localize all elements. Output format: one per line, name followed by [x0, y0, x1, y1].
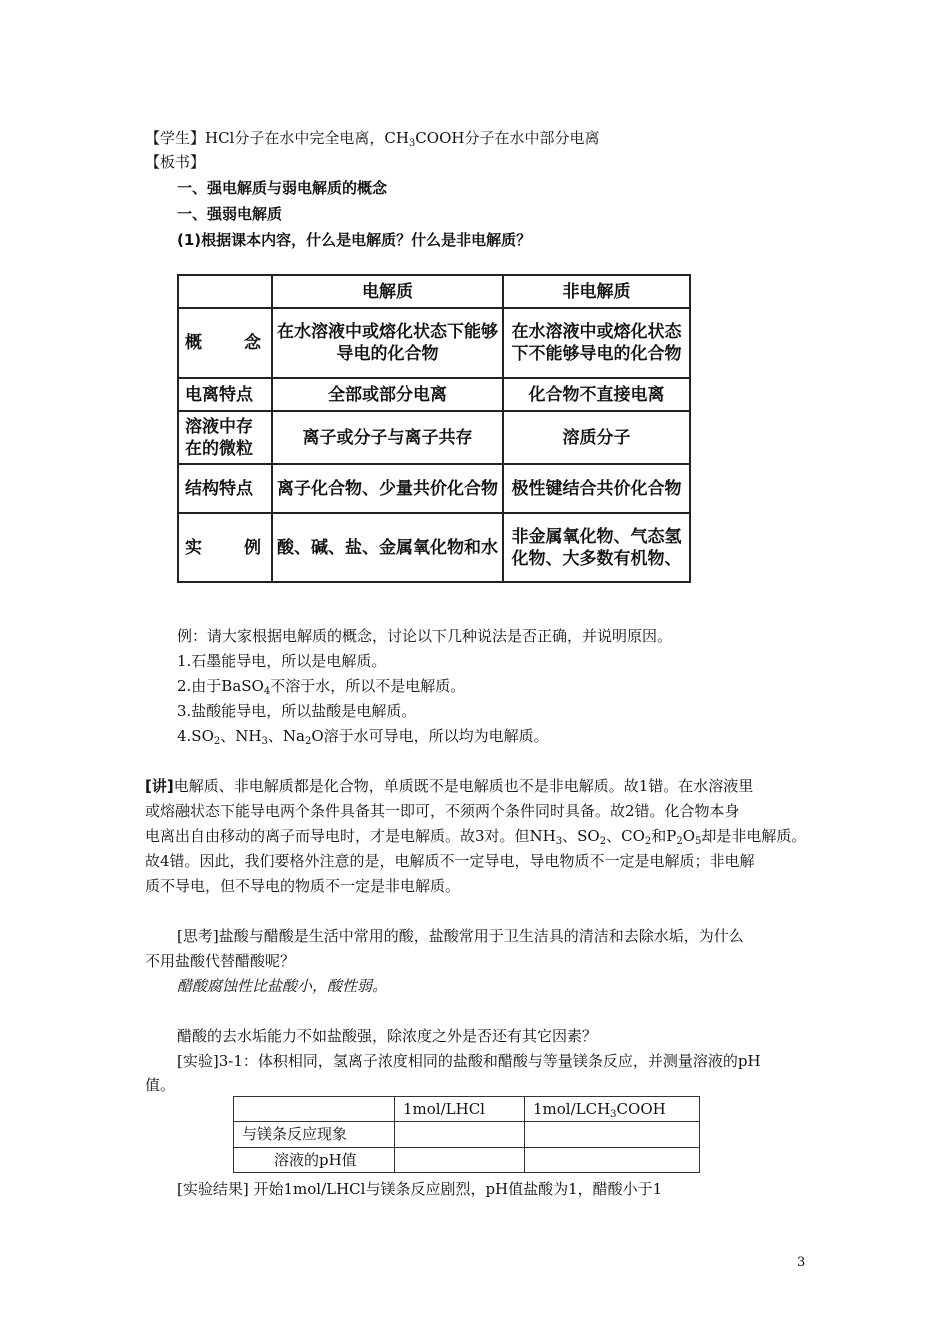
- lecture-line-5: 质不导电，但不导电的物质不一定是非电解质。: [145, 877, 461, 895]
- example-item-1: 1.石墨能导电，所以是电解质。: [177, 652, 387, 670]
- cell-electrolyte-concept: 在水溶液中或熔化状态下能够导电的化合物: [272, 308, 503, 378]
- cell-non-electrolyte-concept: 在水溶液中或熔化状态下不能够导电的化合物: [503, 308, 690, 378]
- row-label-structure: 结构特点: [178, 464, 272, 513]
- experiment-line-2: 值。: [145, 1076, 176, 1094]
- heading-strong-weak-electrolyte: 一、强弱电解质: [177, 205, 283, 223]
- cell-electrolyte-particles: 离子或分子与离子共存: [272, 411, 503, 464]
- page-number: 3: [797, 1255, 806, 1270]
- cell-non-electrolyte-structure: 极性键结合共价化合物: [503, 464, 690, 513]
- exp-cell-ph-hcl: [395, 1147, 525, 1172]
- exp-header-empty: [234, 1097, 395, 1122]
- row-label-concept: 概 念: [178, 308, 272, 378]
- cell-electrolyte-structure: 离子化合物、少量共价化合物: [272, 464, 503, 513]
- experiment-table: [233, 1096, 700, 1173]
- cell-electrolyte-examples: 酸、碱、盐、金属氧化物和水: [272, 513, 503, 582]
- exp-row-ph: 溶液的pH值: [234, 1147, 395, 1172]
- experiment-question: 醋酸的去水垢能力不如盐酸强，除浓度之外是否还有其它因素？: [177, 1027, 598, 1045]
- row-label-particles: 溶液中存在的微粒: [178, 411, 272, 464]
- exp-header-acetic: $1mol/LCH_3COOH$: [525, 1097, 700, 1122]
- question-electrolyte: (1)根据课本内容，什么是电解质？什么是非电解质？: [177, 231, 532, 249]
- exp-cell-ph-acetic: [525, 1147, 700, 1172]
- lecture-line-1: [讲]电解质、非电解质都是化合物，单质既不是电解质也不是非电解质。故1错。在水溶液里: [145, 777, 754, 795]
- example-item-4: $4.SO_2$、$NH_3$、$Na_2O$溶于水可导电，所以均为电解质。: [177, 727, 549, 747]
- think-line-2: 不用盐酸代替醋酸呢？: [145, 952, 296, 970]
- think-line-1: [思考]盐酸与醋酸是生活中常用的酸，盐酸常用于卫生洁具的清洁和去除水垢，为什么: [177, 927, 744, 945]
- electrolyte-concept-table: [177, 274, 691, 583]
- example-item-3: 3.盐酸能导电，所以盐酸是电解质。: [177, 702, 417, 720]
- experiment-line-1: [实验]3-1：体积相同，氢离子浓度相同的盐酸和醋酸与等量镁条反应，并测量溶液的pH: [177, 1052, 761, 1070]
- exp-header-hcl: 1mol/LHCl: [395, 1097, 525, 1122]
- table-header-electrolyte: 电解质: [272, 275, 503, 308]
- lecture-line-2: 或熔融状态下能导电两个条件具备其一即可，不须两个条件同时具备。故2错。化合物本身: [145, 802, 740, 820]
- cell-electrolyte-ionization: 全部或部分电离: [272, 378, 503, 411]
- think-answer: 醋酸腐蚀性比盐酸小，酸性弱。: [177, 977, 388, 995]
- table-header-non-electrolyte: 非电解质: [503, 275, 690, 308]
- lecture-line-3: 电离出自由移动的离子而导电时，才是电解质。故3对。但$NH_3$、$SO_2$、$CO_2$和$P_2O_5$却是非电解质。: [145, 827, 807, 847]
- exp-row-reaction: 与镁条反应现象: [234, 1122, 395, 1147]
- cell-non-electrolyte-ionization: 化合物不直接电离: [503, 378, 690, 411]
- lecture-tag: [讲]: [145, 777, 174, 795]
- exp-cell-reaction-acetic: [525, 1122, 700, 1147]
- example-intro: 例：请大家根据电解质的概念，讨论以下几种说法是否正确，并说明原因。: [177, 627, 673, 645]
- row-label-examples: 实 例: [178, 513, 272, 582]
- table-header-empty: [178, 275, 272, 308]
- experiment-result: [实验结果] 开始1mol/LHCl与镁条反应剧烈，pH值盐酸为1，醋酸小于1: [177, 1180, 663, 1198]
- heading-strong-weak-concept: 一、强电解质与弱电解质的概念: [177, 179, 388, 197]
- cell-non-electrolyte-particles: 溶质分子: [503, 411, 690, 464]
- example-item-2: 2.由于BaSO$_4$不溶于水，所以不是电解质。: [177, 677, 466, 697]
- lecture-line-4: 故4错。因此，我们要格外注意的是，电解质不一定导电，导电物质不一定是电解质；非电解: [145, 852, 755, 870]
- student-line: 【学生】HCl分子在水中完全电离，$CH_3COOH$分子在水中部分电离: [145, 129, 600, 149]
- cell-non-electrolyte-examples: 非金属氧化物、气态氢化物、大多数有机物、: [503, 513, 690, 582]
- row-label-ionization: 电离特点: [178, 378, 272, 411]
- exp-cell-reaction-hcl: [395, 1122, 525, 1147]
- board-label: 【板书】: [145, 153, 206, 171]
